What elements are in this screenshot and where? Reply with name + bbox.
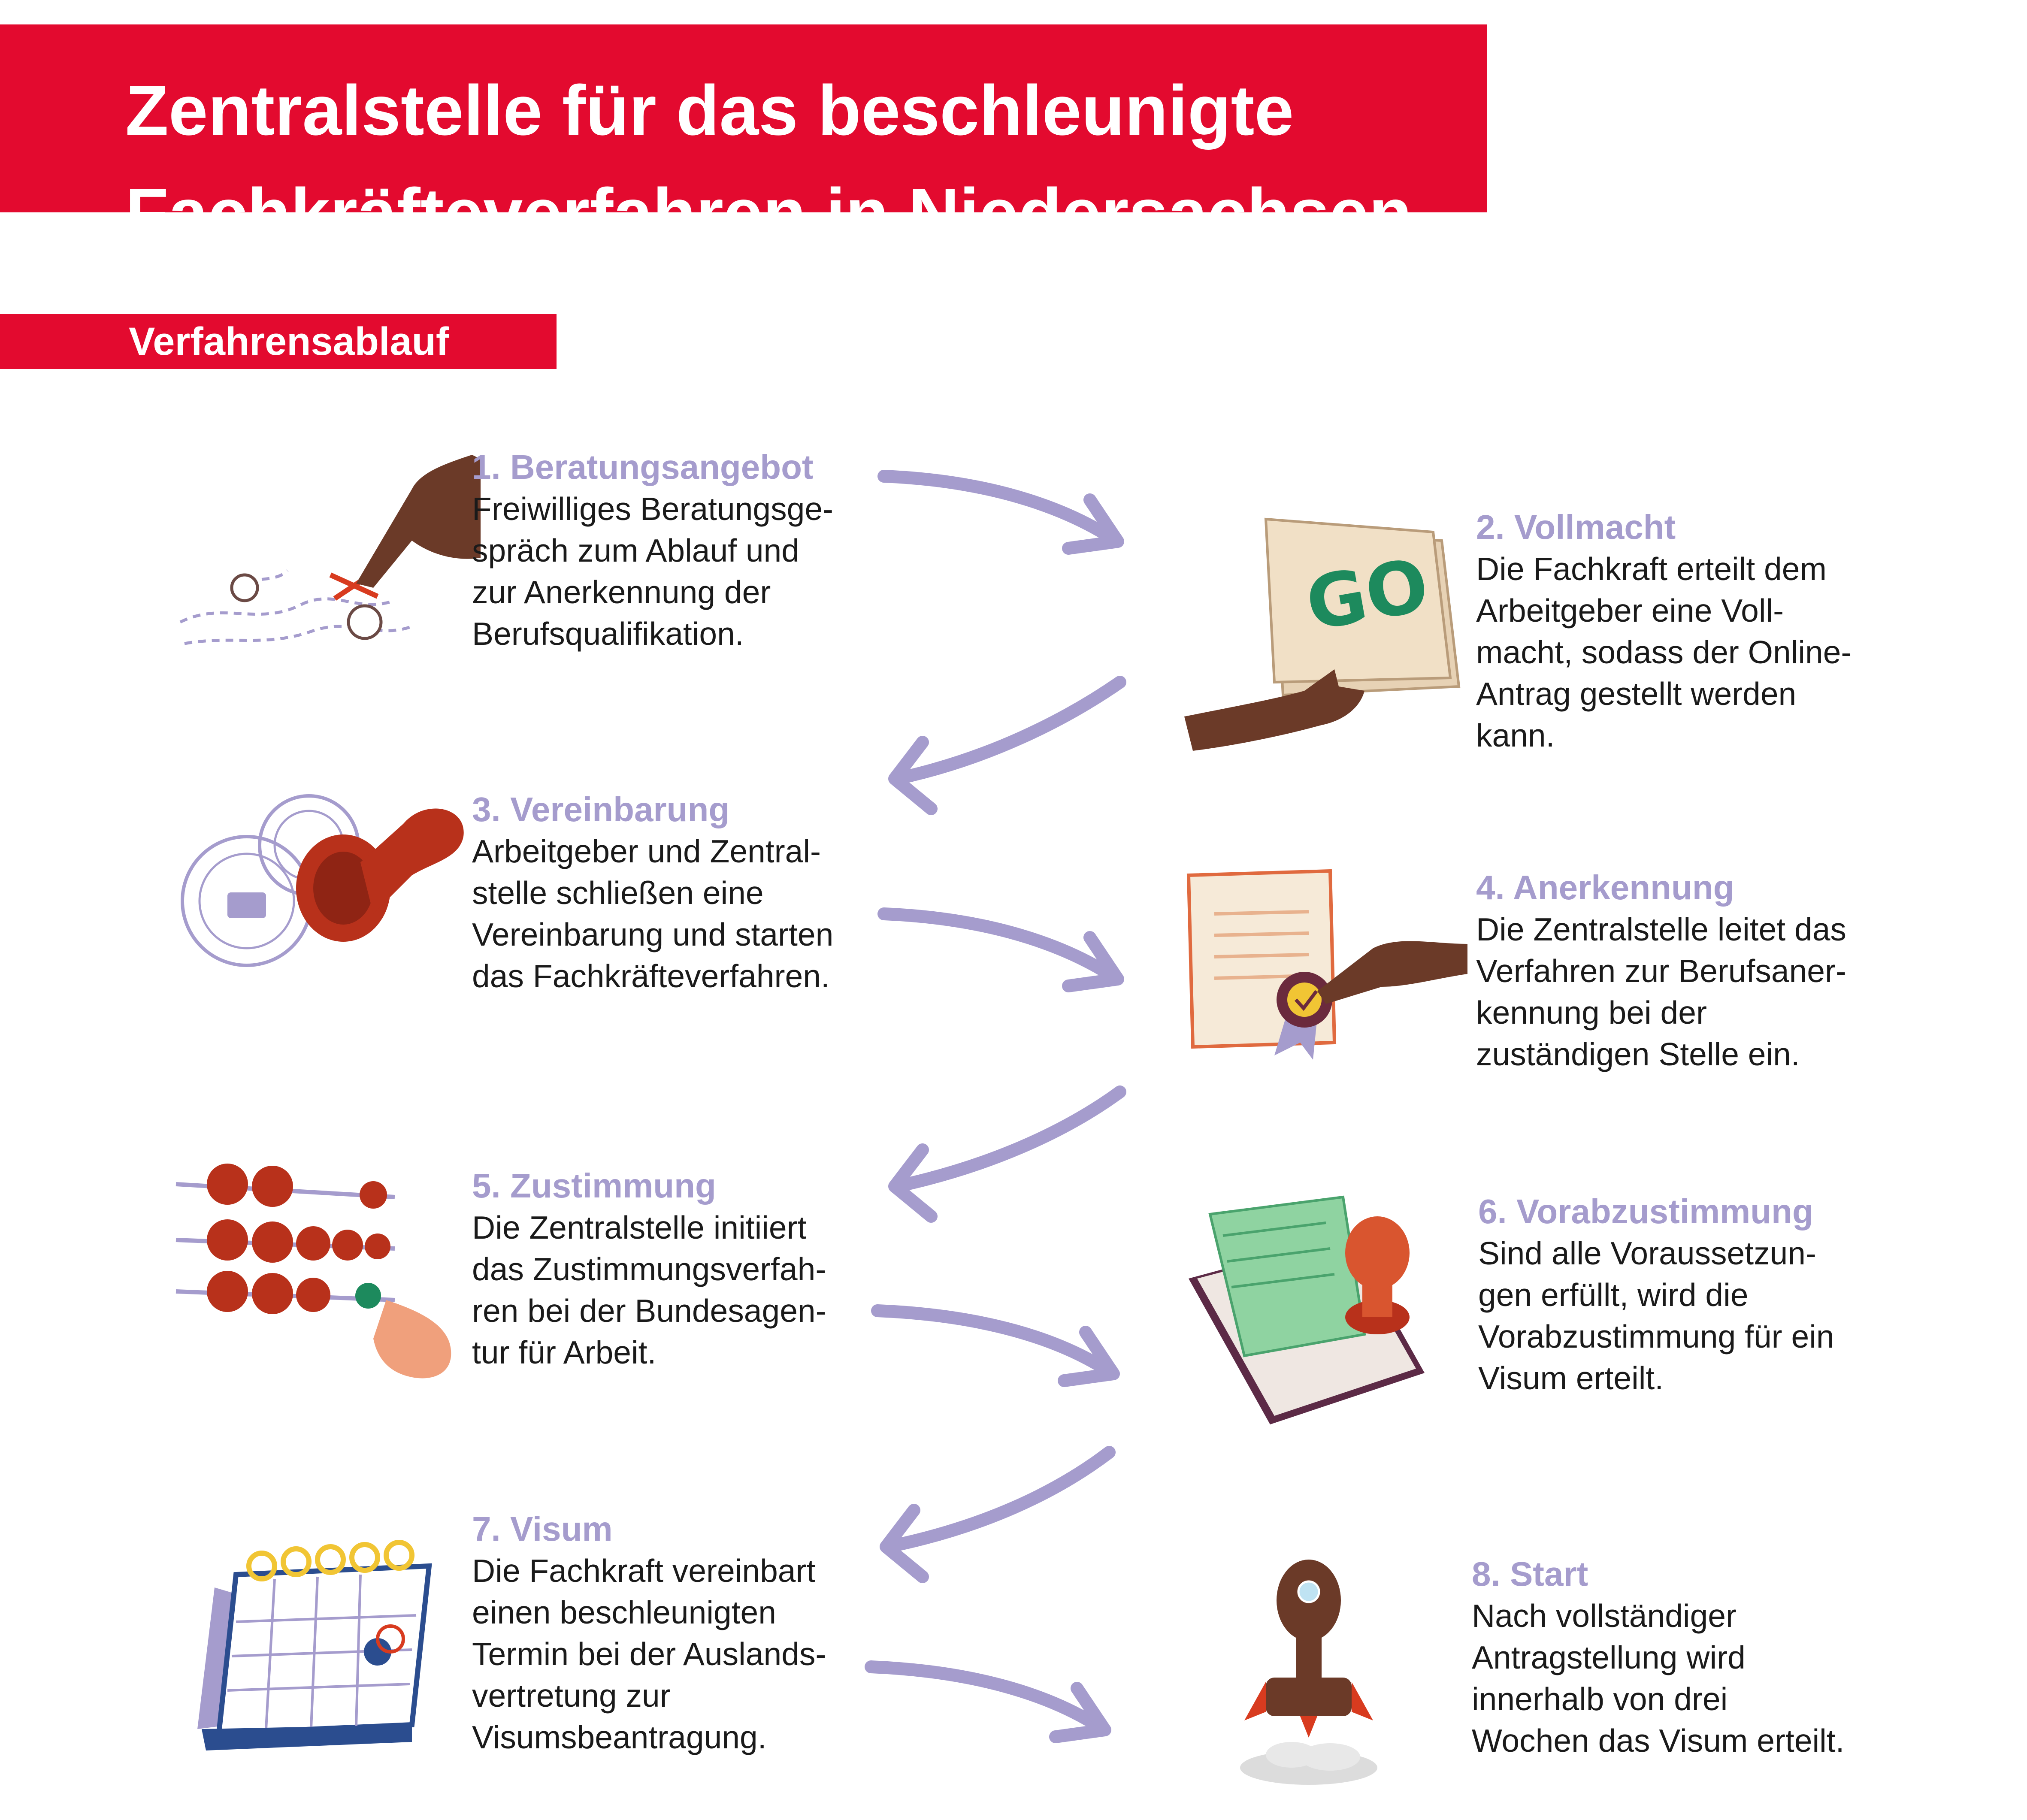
step-6	[1478, 1191, 1907, 1399]
agency-abacus-approval-icon	[172, 1158, 463, 1382]
step-8	[1472, 1553, 1901, 1762]
step-description: Die Zentralstelle leitet das Verfahren zur Berufsaner- kennung bei der zuständigen Stelle ein.	[1476, 911, 1846, 1072]
step-title: 1. Beratungsangebot	[472, 448, 814, 486]
step-title: 5. Zustimmung	[472, 1167, 716, 1205]
arrow-4-to-5	[895, 1092, 1120, 1216]
step-description: Arbeitgeber und Zentral- stelle schließen eine Vereinbarung und starten das Fachkräfteverfahren.	[472, 833, 834, 994]
arrow-5-to-6	[877, 1311, 1113, 1381]
step-5	[472, 1165, 901, 1373]
arrow-3-to-4	[884, 914, 1118, 986]
passport-and-stamp-icon	[1184, 1193, 1442, 1433]
rubber-stamp-with-seals-icon	[172, 789, 472, 970]
step-title: 4. Anerkennung	[1476, 868, 1734, 907]
step-title: 8. Start	[1472, 1555, 1588, 1593]
desk-calendar-icon	[189, 1523, 438, 1763]
step-description: Sind alle Voraussetzun- gen erfüllt, wird die Vorabzustimmung für ein Visum erteilt.	[1478, 1235, 1834, 1396]
step-4	[1476, 867, 1905, 1075]
finger-pointing-map-icon	[172, 446, 481, 669]
step-title: 2. Vollmacht	[1476, 508, 1676, 546]
stamp-rocket-launch-icon	[1236, 1553, 1382, 1793]
step-description: Nach vollständiger Antragstellung wird innerhalb von drei Wochen das Visum erteilt.	[1472, 1598, 1845, 1759]
step-2	[1476, 506, 1905, 756]
step-3	[472, 789, 901, 997]
arrow-7-to-8	[871, 1667, 1105, 1737]
step-description: Die Fachkraft vereinbart einen beschleunigten Termin bei der Auslands- vertretung zur Visumsbeantragung.	[472, 1553, 826, 1755]
hand-holding-go-papers-icon	[1176, 506, 1467, 755]
step-title: 6. Vorabzustimmung	[1478, 1192, 1813, 1230]
certificate-with-seal-icon	[1176, 862, 1467, 1068]
step-title: 3. Vereinbarung	[472, 790, 730, 828]
step-description: Freiwilliges Beratungsge- spräch zum Ablauf und zur Anerkennung der Berufsqualifikation.	[472, 491, 834, 652]
step-description: Die Fachkraft erteilt dem Arbeitgeber eine Voll- macht, sodass der Online- Antrag gestellt werden kann.	[1476, 551, 1852, 753]
svg-text:GO: GO	[1300, 542, 1435, 648]
step-1	[472, 446, 901, 655]
section-label: Verfahrensablauf	[129, 320, 449, 363]
arrow-1-to-2	[884, 476, 1118, 548]
step-description: Die Zentralstelle initiiert das Zustimmungsverfah- ren bei der Bundesagen- tur für Arbeit.	[472, 1209, 826, 1370]
step-7	[472, 1508, 901, 1758]
arrow-6-to-7	[886, 1452, 1109, 1577]
arrow-2-to-3	[895, 682, 1120, 809]
page-title-line-2: Fachkräfteverfahren in Niedersachsen	[125, 174, 1412, 253]
page-title-line-1: Zentralstelle für das beschleunigte	[125, 71, 1294, 150]
step-title: 7. Visum	[472, 1510, 613, 1548]
